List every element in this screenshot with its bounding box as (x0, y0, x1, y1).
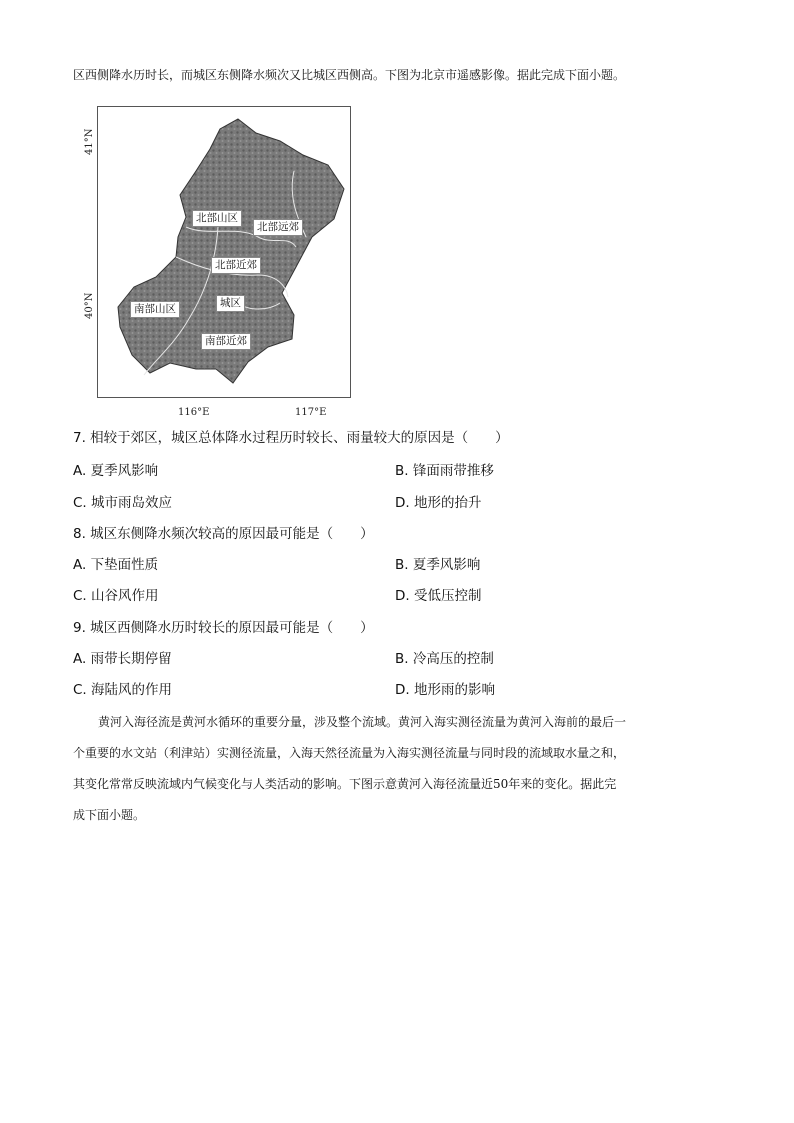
question-8-option-b[interactable]: B. 夏季风影响 (395, 557, 481, 573)
question-9-stem: 9. 城区西侧降水历时较长的原因最可能是（ ） (73, 620, 374, 636)
lon-label-116: 116°E (178, 407, 210, 418)
question-9-option-c[interactable]: C. 海陆风的作用 (73, 682, 173, 698)
region-south-mountain: 南部山区 (130, 301, 180, 318)
lat-label-40: 40°N (84, 292, 95, 319)
passage-line-2: 个重要的水文站（利津站）实测径流量，入海天然径流量为入海实测径流量与同时段的流域取水量之和， (73, 746, 626, 760)
passage-line-3: 其变化常常反映流域内气候变化与人类活动的影响。下图示意黄河入海径流量近50年来的变化。据此完 (73, 777, 617, 791)
question-9-option-b[interactable]: B. 冷高压的控制 (395, 651, 494, 667)
map-image (98, 107, 350, 397)
question-8-option-a[interactable]: A. 下垫面性质 (73, 557, 159, 573)
question-7-option-c[interactable]: C. 城市雨岛效应 (73, 495, 173, 511)
region-north-outer: 北部远郊 (253, 219, 303, 236)
lon-label-117: 117°E (295, 407, 327, 418)
passage-line-1: 黄河入海径流是黄河水循环的重要分量，涉及整个流域。黄河入海实测径流量为黄河入海前的最后一 (98, 715, 627, 729)
passage-line-4: 成下面小题。 (73, 808, 146, 822)
lat-label-41: 41°N (84, 128, 95, 155)
intro-text: 区西侧降水历时长，而城区东侧降水频次又比城区西侧高。下图为北京市遥感影像。据此完成下面小题。 (73, 68, 626, 82)
question-7-stem: 7. 相较于郊区，城区总体降水过程历时较长、雨量较大的原因是（ ） (73, 430, 509, 446)
question-7-option-a[interactable]: A. 夏季风影响 (73, 463, 159, 479)
question-8-option-c[interactable]: C. 山谷风作用 (73, 588, 159, 604)
question-7-option-d[interactable]: D. 地形的抬升 (395, 495, 482, 511)
region-city: 城区 (216, 295, 245, 312)
beijing-remote-sensing-map (84, 106, 351, 418)
region-north-inner: 北部近郊 (211, 257, 261, 274)
region-south-inner: 南部近郊 (201, 333, 251, 350)
question-8-option-d[interactable]: D. 受低压控制 (395, 588, 482, 604)
question-9-option-a[interactable]: A. 雨带长期停留 (73, 651, 172, 667)
question-8-stem: 8. 城区东侧降水频次较高的原因最可能是（ ） (73, 526, 374, 542)
question-9-option-d[interactable]: D. 地形雨的影响 (395, 682, 495, 698)
region-north-mountain: 北部山区 (192, 210, 242, 227)
question-7-option-b[interactable]: B. 锋面雨带推移 (395, 463, 494, 479)
